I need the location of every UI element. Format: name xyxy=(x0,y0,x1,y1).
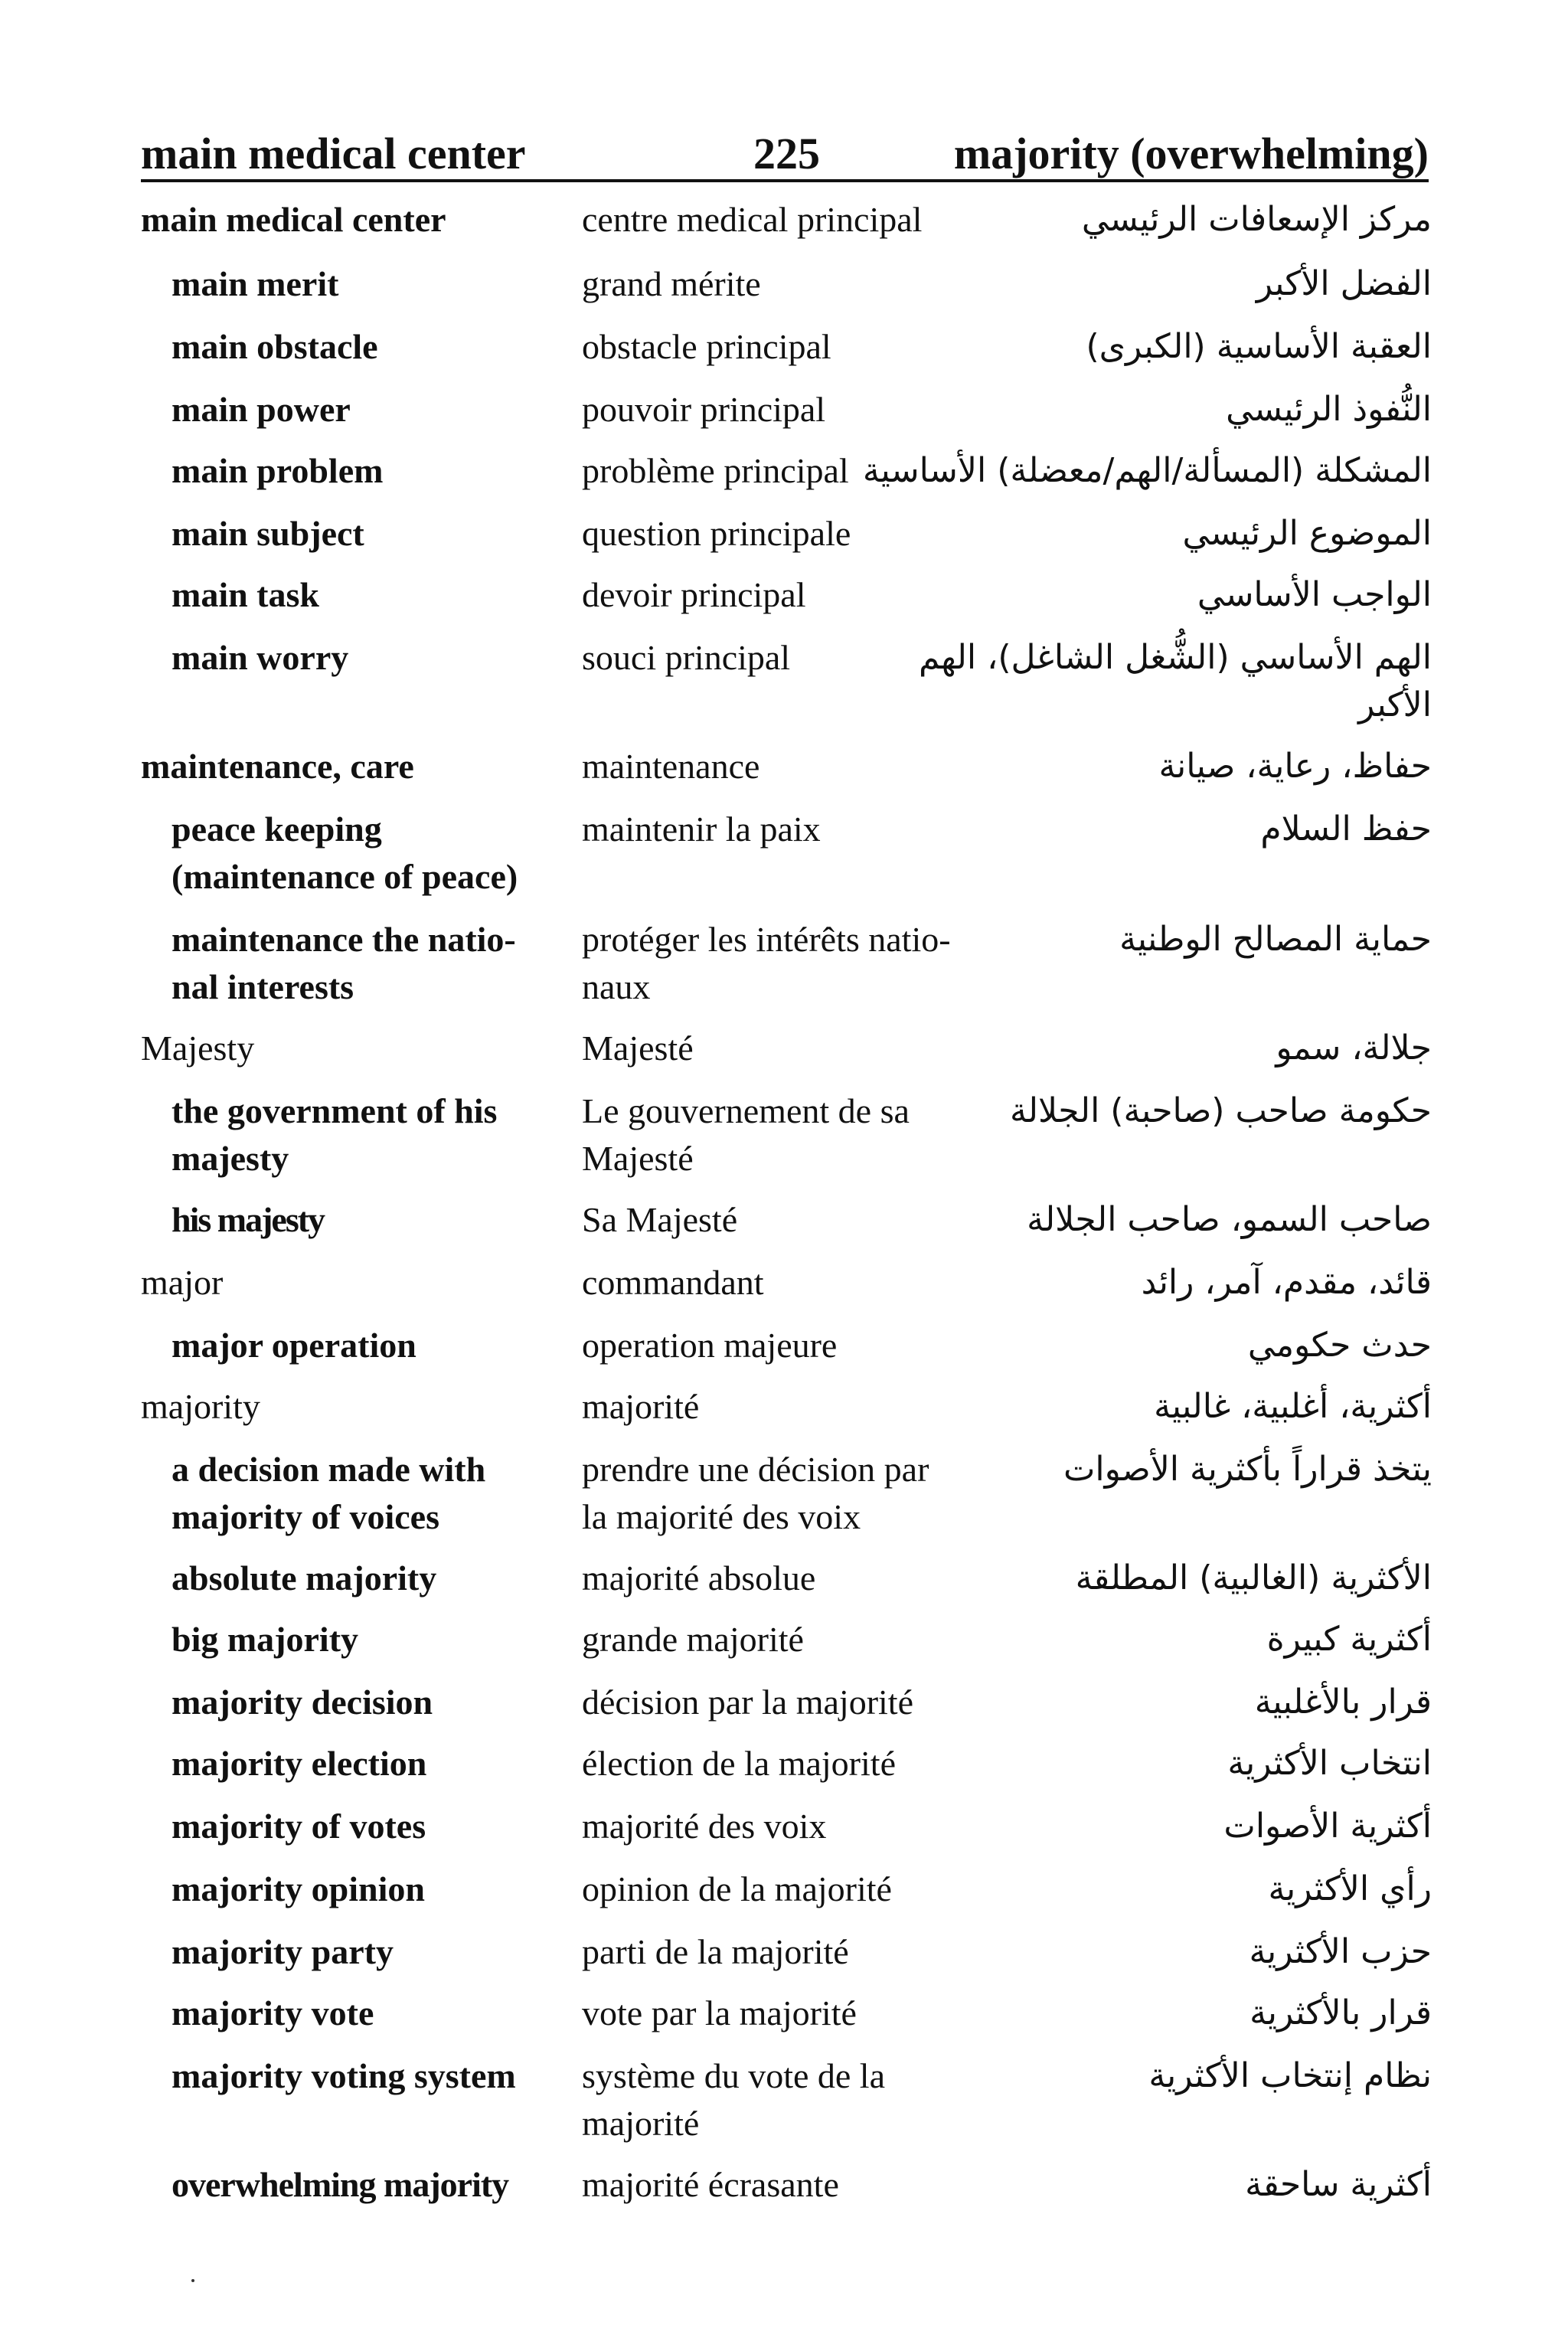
arabic-term: مركز الإسعافات الرئيسي xyxy=(1081,200,1432,239)
arabic-term-continuation: الأكبر xyxy=(1358,685,1432,724)
arabic-term: حزب الأكثرية xyxy=(1249,1932,1432,1971)
french-term: protéger les intérêts natio- xyxy=(582,920,951,959)
french-term: maintenir la paix xyxy=(582,809,821,849)
header-left-guide-word: main medical center xyxy=(141,129,526,178)
arabic-term: المشكلة (المسألة/الهم/معضلة) الأساسية xyxy=(862,451,1432,490)
scan-speck xyxy=(191,2279,194,2282)
french-term: question principale xyxy=(582,514,851,553)
arabic-term: قرار بالأغلبية xyxy=(1254,1683,1432,1722)
french-term: centre medical principal xyxy=(582,200,923,239)
english-term: main subject xyxy=(172,514,364,553)
english-term: majority of votes xyxy=(172,1807,426,1846)
english-term: his majesty xyxy=(172,1200,325,1239)
arabic-term: الأكثرية (الغالبية) المطلقة xyxy=(1075,1558,1432,1597)
english-term: peace keeping xyxy=(172,809,382,849)
english-term: big majority xyxy=(172,1620,359,1659)
french-term: obstacle principal xyxy=(582,327,831,366)
arabic-term: حفاظ، رعاية، صيانة xyxy=(1158,747,1432,786)
page-number: 225 xyxy=(753,129,820,178)
french-term: majorité absolue xyxy=(582,1558,816,1597)
french-term: devoir principal xyxy=(582,575,806,614)
english-term: majority party xyxy=(172,1932,394,1971)
french-term-continuation: Majesté xyxy=(582,1139,694,1178)
french-term: grande majorité xyxy=(582,1620,804,1659)
english-term: major operation xyxy=(172,1326,416,1365)
french-term: Sa Majesté xyxy=(582,1200,738,1239)
french-term: système du vote de la xyxy=(582,2056,886,2095)
french-term: majorité xyxy=(582,1387,700,1426)
english-term: majority election xyxy=(172,1744,427,1783)
arabic-term: نظام إنتخاب الأكثرية xyxy=(1148,2056,1432,2095)
french-term: majorité des voix xyxy=(582,1807,827,1846)
english-term: overwhelming majority xyxy=(172,2165,509,2204)
french-term: élection de la majorité xyxy=(582,1744,896,1783)
english-term: main task xyxy=(172,575,319,614)
arabic-term: أكثرية الأصوات xyxy=(1223,1807,1432,1846)
arabic-term: انتخاب الأكثرية xyxy=(1227,1744,1432,1783)
arabic-term: النُّفوذ الرئيسي xyxy=(1226,390,1432,429)
english-term-continuation: majority of voices xyxy=(172,1497,439,1536)
english-term: main worry xyxy=(172,638,349,677)
arabic-term: الهم الأساسي (الشُّغل الشاغل)، الهم xyxy=(918,638,1432,677)
english-term: main obstacle xyxy=(172,327,378,366)
french-term: grand mérite xyxy=(582,264,761,303)
arabic-term: صاحب السمو، صاحب الجلالة xyxy=(1027,1200,1432,1239)
french-term: maintenance xyxy=(582,747,760,786)
french-term: problème principal xyxy=(582,451,849,490)
english-term-continuation: majesty xyxy=(172,1139,289,1178)
english-term: main medical center xyxy=(141,200,446,239)
arabic-term: الواجب الأساسي xyxy=(1197,575,1432,614)
arabic-term: الفضل الأكبر xyxy=(1256,264,1432,303)
english-term: main merit xyxy=(172,264,339,303)
english-term: majority vote xyxy=(172,1993,374,2032)
arabic-term: يتخذ قراراً بأكثرية الأصوات xyxy=(1063,1450,1432,1489)
french-term: operation majeure xyxy=(582,1326,838,1365)
english-term: main problem xyxy=(172,451,384,490)
french-term: vote par la majorité xyxy=(582,1993,857,2032)
french-term: parti de la majorité xyxy=(582,1932,849,1971)
arabic-term: الموضوع الرئيسي xyxy=(1182,514,1432,553)
french-term: opinion de la majorité xyxy=(582,1869,892,1908)
english-term-continuation: (maintenance of peace) xyxy=(172,857,518,896)
english-term: majority opinion xyxy=(172,1869,425,1908)
arabic-term: أكثرية كبيرة xyxy=(1266,1620,1432,1659)
french-term-continuation: majorité xyxy=(582,2104,700,2143)
french-term-continuation: la majorité des voix xyxy=(582,1497,861,1536)
french-term: commandant xyxy=(582,1263,764,1302)
english-term: main power xyxy=(172,390,351,429)
french-term: décision par la majorité xyxy=(582,1683,914,1722)
english-term: a decision made with xyxy=(172,1450,486,1489)
arabic-term: العقبة الأساسية (الكبرى) xyxy=(1086,327,1432,366)
english-term: majority xyxy=(141,1387,260,1426)
english-term: majority decision xyxy=(172,1683,433,1722)
arabic-term: حكومة صاحب (صاحبة) الجلالة xyxy=(1010,1091,1432,1130)
arabic-term: جلالة، سمو xyxy=(1276,1028,1432,1068)
english-term: Majesty xyxy=(141,1028,255,1068)
arabic-term: أكثرية، أغلبية، غالبية xyxy=(1154,1387,1432,1426)
english-term-continuation: nal interests xyxy=(172,967,354,1006)
french-term: Majesté xyxy=(582,1028,694,1068)
french-term: pouvoir principal xyxy=(582,390,826,429)
arabic-term: حماية المصالح الوطنية xyxy=(1119,920,1432,959)
french-term: majorité écrasante xyxy=(582,2165,839,2204)
arabic-term: رأي الأكثرية xyxy=(1268,1869,1432,1908)
arabic-term: أكثرية ساحقة xyxy=(1245,2165,1432,2204)
english-term: major xyxy=(141,1263,224,1302)
header-right-guide-word: majority (overwhelming) xyxy=(953,129,1429,178)
english-term: absolute majority xyxy=(172,1558,437,1597)
english-term: majority voting system xyxy=(172,2056,516,2095)
arabic-term: قائد، مقدم، آمر، رائد xyxy=(1141,1263,1432,1302)
english-term: maintenance, care xyxy=(141,747,414,786)
french-term-continuation: naux xyxy=(582,967,651,1006)
arabic-term: حفظ السلام xyxy=(1260,809,1432,849)
arabic-term: قرار بالأكثرية xyxy=(1250,1993,1432,2032)
english-term: the government of his xyxy=(172,1091,498,1130)
english-term: maintenance the natio- xyxy=(172,920,516,959)
french-term: prendre une décision par xyxy=(582,1450,929,1489)
french-term: souci principal xyxy=(582,638,791,677)
french-term: Le gouvernement de sa xyxy=(582,1091,910,1130)
arabic-term: حدث حكومي xyxy=(1247,1326,1432,1365)
